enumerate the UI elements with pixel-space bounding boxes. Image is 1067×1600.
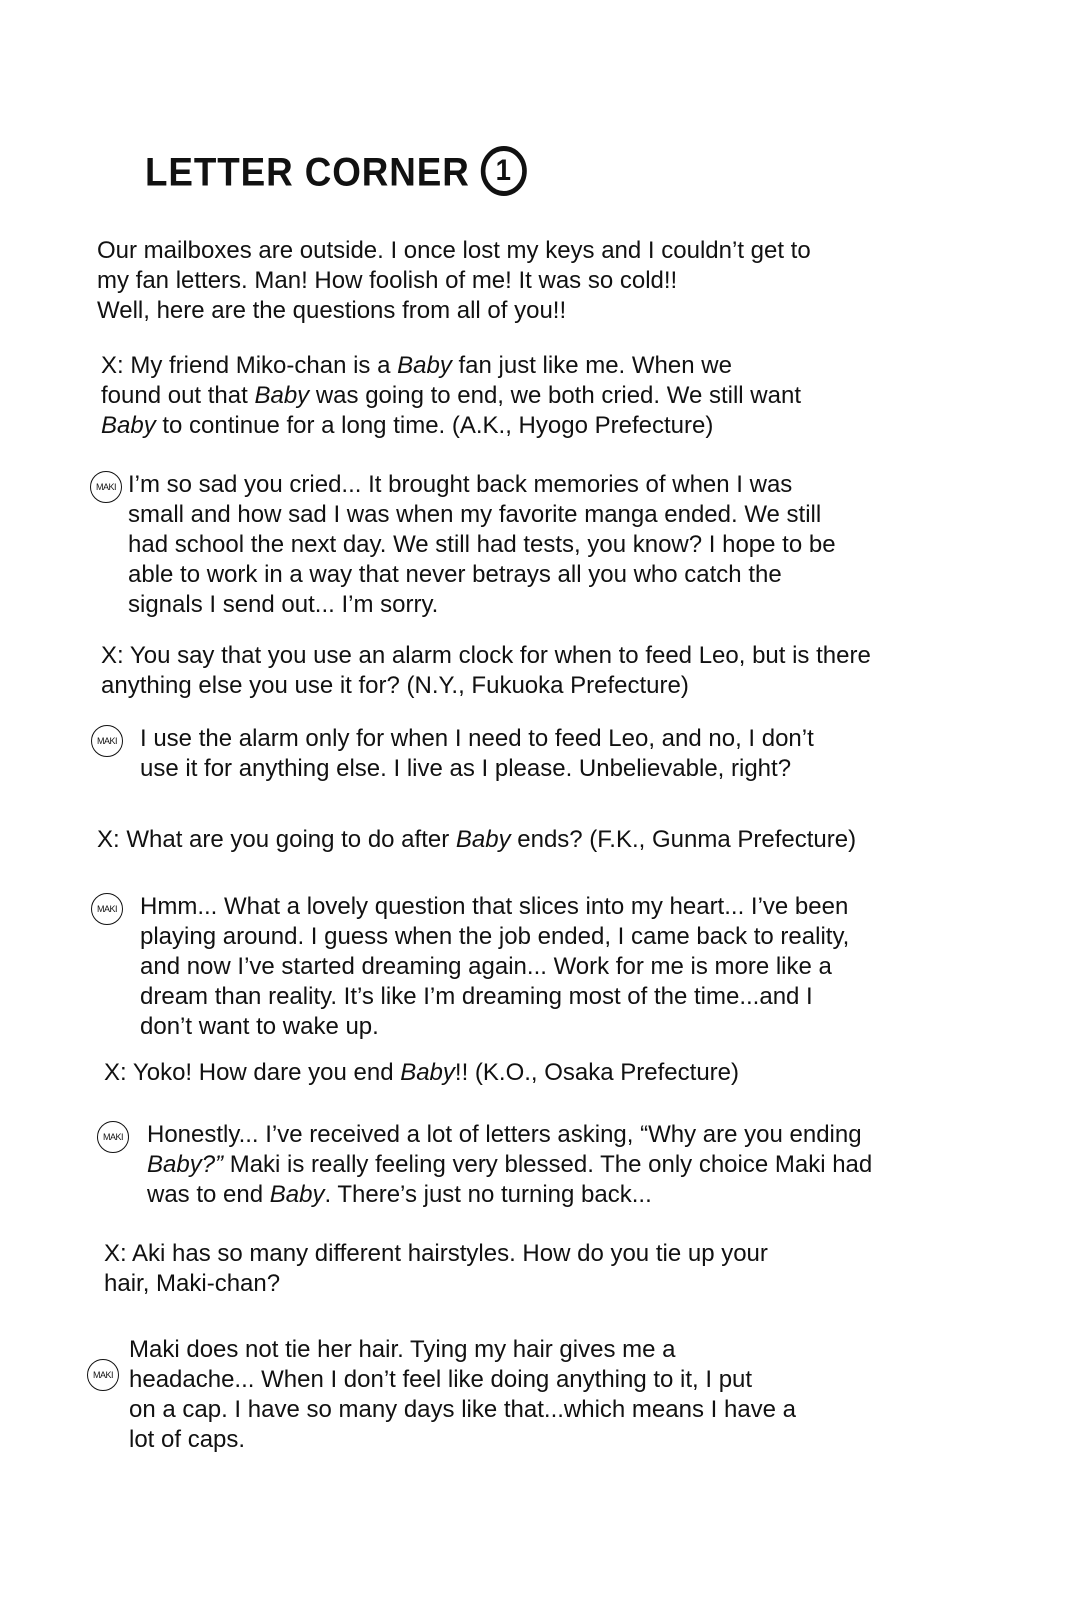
question-line: X: You say that you use an alarm clock for when to feed Leo, but is there xyxy=(101,642,871,669)
answer-line: I’m so sad you cried... It brought back memories of when I was xyxy=(128,471,793,498)
answer-line: don’t want to wake up. xyxy=(140,1013,379,1040)
title-number-badge: 1 xyxy=(481,146,527,196)
question-line: hair, Maki-chan? xyxy=(104,1270,281,1297)
title-text: LETTER CORNER xyxy=(145,150,470,195)
answer-line: use it for anything else. I live as I please. Unbelievable, right? xyxy=(140,755,792,782)
answer-line: able to work in a way that never betrays all you who catch the xyxy=(128,561,782,588)
question-line: found out that Baby was going to end, we both cried. We still want xyxy=(101,382,801,409)
question-line: X: My friend Miko-chan is a Baby fan just like me. When we xyxy=(101,352,732,379)
answer-line: dream than reality. It’s like I’m dreaming most of the time...and I xyxy=(140,983,813,1010)
answer-line: Hmm... What a lovely question that slices into my heart... I’ve been xyxy=(140,893,849,920)
maki-icon: MAKI xyxy=(91,725,123,757)
answer-line: headache... When I don’t feel like doing anything to it, I put xyxy=(129,1366,753,1393)
maki-icon: MAKI xyxy=(97,1121,129,1153)
answer-line: Maki does not tie her hair. Tying my hair gives me a xyxy=(129,1336,676,1363)
question-line: X: Yoko! How dare you end Baby!! (K.O., Osaka Prefecture) xyxy=(104,1059,739,1086)
question-line: anything else you use it for? (N.Y., Fukuoka Prefecture) xyxy=(101,672,689,699)
page-title xyxy=(145,150,527,200)
question-line: Baby to continue for a long time. (A.K., Hyogo Prefecture) xyxy=(101,412,714,439)
intro-line: Our mailboxes are outside. I once lost my keys and I couldn’t get to xyxy=(97,237,811,264)
answer-line: small and how sad I was when my favorite manga ended. We still xyxy=(128,501,822,528)
intro-line: Well, here are the questions from all of you!! xyxy=(97,297,567,324)
maki-icon: MAKI xyxy=(91,893,123,925)
answer-line: lot of caps. xyxy=(129,1426,246,1453)
answer-line: I use the alarm only for when I need to feed Leo, and no, I don’t xyxy=(140,725,814,752)
answer-line: Baby?” Maki is really feeling very blessed. The only choice Maki had xyxy=(147,1151,873,1178)
intro-line: my fan letters. Man! How foolish of me! It was so cold!! xyxy=(97,267,678,294)
maki-icon: MAKI xyxy=(90,471,122,503)
answer-line: had school the next day. We still had tests, you know? I hope to be xyxy=(128,531,836,558)
question-line: X: What are you going to do after Baby ends? (F.K., Gunma Prefecture) xyxy=(97,826,857,853)
answer-line: signals I send out... I’m sorry. xyxy=(128,591,439,618)
answer-line: was to end Baby. There’s just no turning back... xyxy=(147,1181,652,1208)
question-line: X: Aki has so many different hairstyles. How do you tie up your xyxy=(104,1240,768,1267)
answer-line: playing around. I guess when the job ended, I came back to reality, xyxy=(140,923,850,950)
answer-line: on a cap. I have so many days like that...which means I have a xyxy=(129,1396,797,1423)
answer-line: and now I’ve started dreaming again... Work for me is more like a xyxy=(140,953,832,980)
maki-icon: MAKI xyxy=(87,1359,119,1391)
answer-line: Honestly... I’ve received a lot of letters asking, “Why are you ending xyxy=(147,1121,862,1148)
